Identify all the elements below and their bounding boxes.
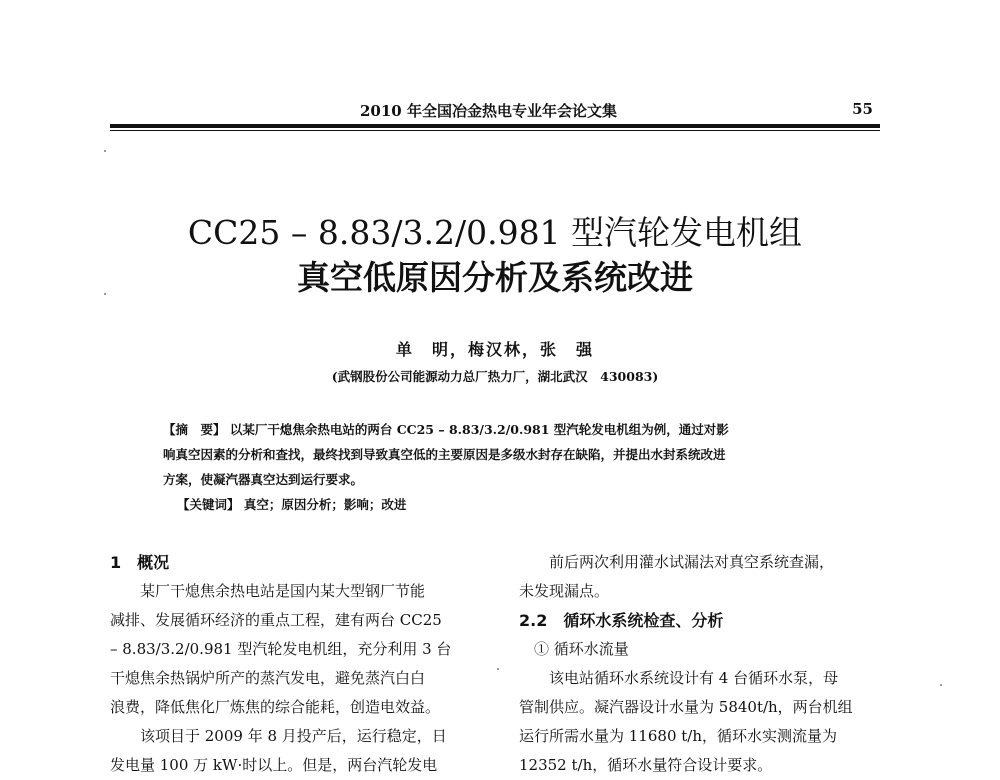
abstract-line: 方案，使凝汽器真空达到运行要求。 — [163, 472, 364, 487]
scan-speck — [104, 150, 106, 152]
author-list: 单 明，梅汉林，张 强 — [395, 340, 594, 359]
header-rule-thin — [110, 130, 880, 131]
page-number: 55 — [852, 100, 873, 118]
body-line: 未发现漏点。 — [519, 582, 610, 600]
journal-name: 2010 年全国冶金热电专业年会论文集 — [360, 102, 617, 120]
body-line: 该电站循环水系统设计有 4 台循环水泵，母 — [549, 669, 839, 687]
keywords: 【关键词】 真空；原因分析；影响；改进 — [177, 497, 407, 512]
section-heading: 2.2 循环水系统检查、分析 — [519, 611, 724, 630]
scan-speck — [104, 293, 106, 295]
scan-speck — [497, 668, 499, 670]
body-line: 干熄焦余热锅炉所产的蒸汽发电，避免蒸汽白白 — [110, 669, 426, 687]
section-heading: 1 概况 — [110, 553, 170, 572]
body-line: 该项目于 2009 年 8 月投产后，运行稳定，日 — [140, 727, 447, 745]
header-rule-thick — [110, 124, 880, 128]
body-line: 12352 t/h，循环水量符合设计要求。 — [519, 756, 773, 774]
body-line: 运行所需水量为 11680 t/h，循环水实测流量为 — [519, 727, 837, 745]
body-column-right — [519, 548, 891, 780]
body-line: 前后两次利用灌水试漏法对真空系统查漏， — [549, 553, 835, 571]
body-line: 浪费，降低焦化厂炼焦的综合能耗，创造电效益。 — [110, 698, 441, 716]
body-line: – 8.83/3.2/0.981 型汽轮发电机组，充分利用 3 台 — [110, 640, 452, 658]
body-line: 某厂干熄焦余热电站是国内某大型钢厂节能 — [140, 582, 426, 600]
subsection-heading: ① 循环水流量 — [534, 640, 629, 658]
abstract-block — [163, 417, 833, 517]
running-head — [195, 100, 875, 124]
body-line: 减排、发展循环经济的重点工程，建有两台 CC25 — [110, 611, 442, 629]
abstract-line: 响真空因素的分析和查找，最终找到导致真空低的主要原因是多级水封存在缺陷，并提出水封系统改进 — [163, 447, 726, 462]
scan-speck — [940, 684, 942, 686]
affiliation: (武钢股份公司能源动力总厂热力厂，湖北武汉 430083) — [331, 369, 659, 384]
body-column-left — [110, 548, 482, 780]
paper-title-line-1: CC25 – 8.83/3.2/0.981 型汽轮发电机组 — [187, 213, 803, 252]
body-line: 发电量 100 万 kW·时以上。但是，两台汽轮发电 — [110, 756, 438, 774]
paper-title-line-2: 真空低原因分析及系统改进 — [297, 258, 693, 297]
abstract-line: 【摘 要】 以某厂干熄焦余热电站的两台 CC25 – 8.83/3.2/0.981 型汽轮发电机组为例，通过对影 — [163, 422, 729, 437]
body-line: 管制供应。凝汽器设计水量为 5840t/h，两台机组 — [519, 698, 853, 716]
